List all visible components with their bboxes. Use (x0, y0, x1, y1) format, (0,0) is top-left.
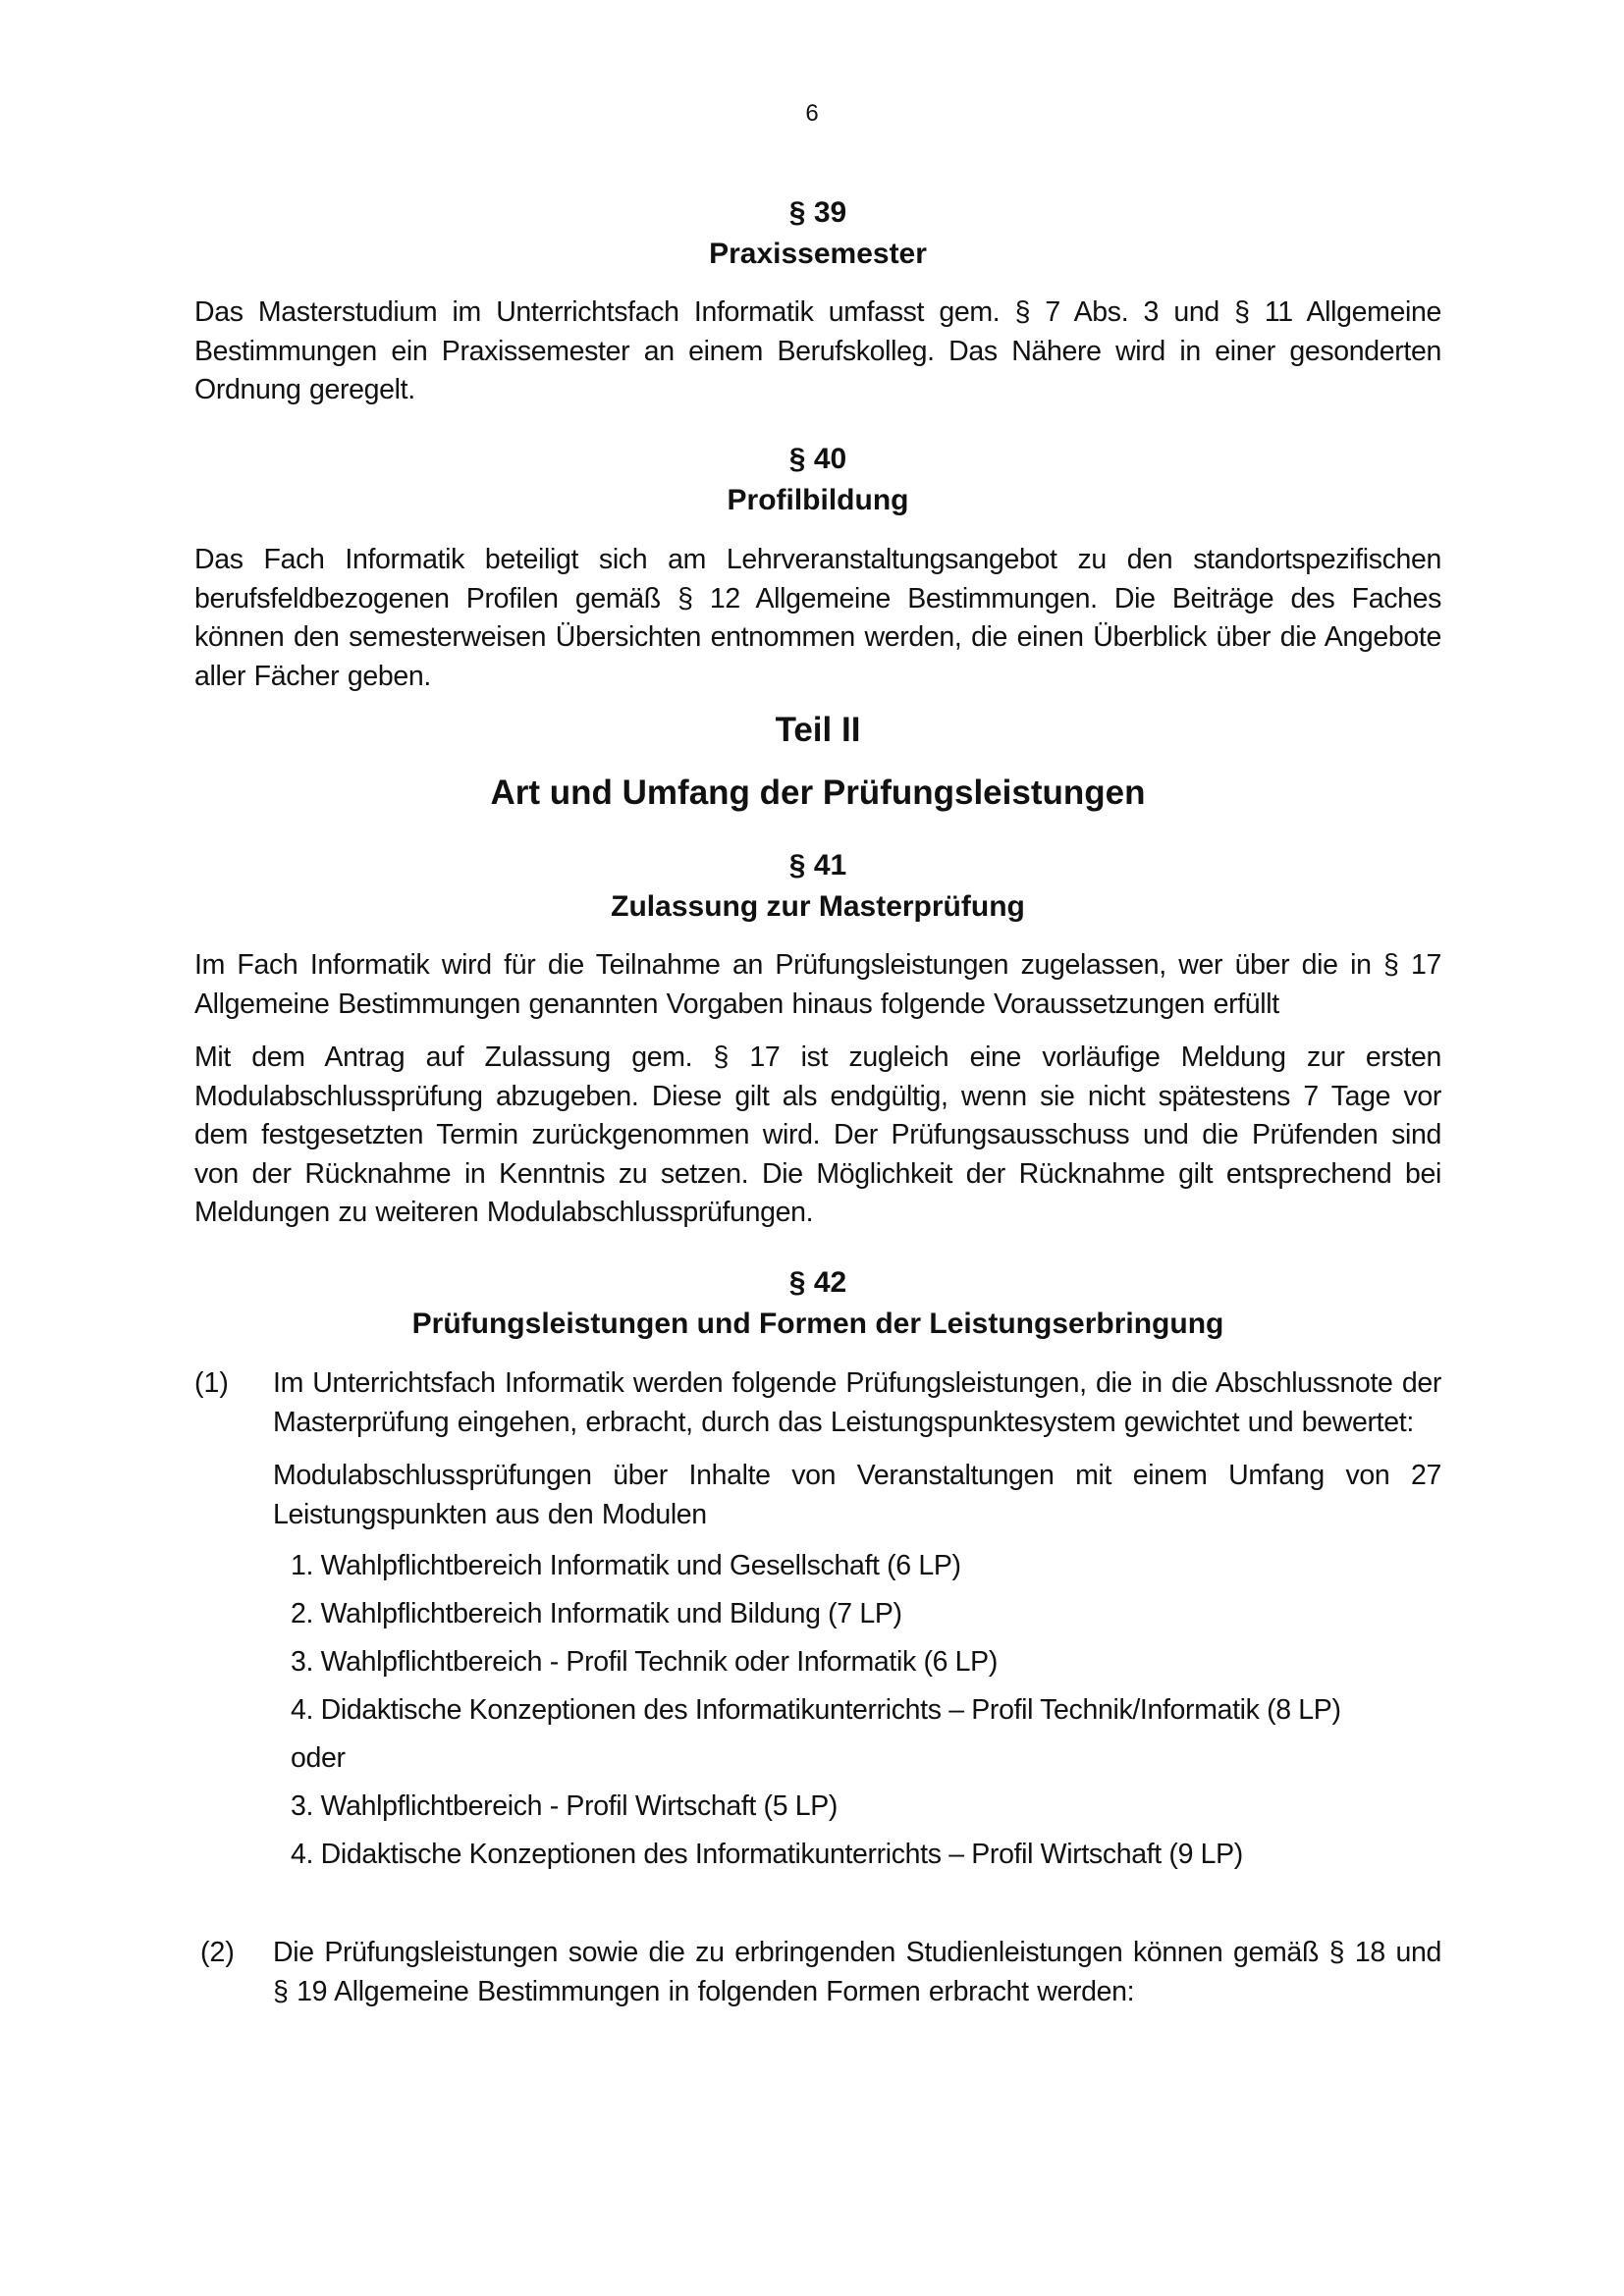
list-item: 4. Didaktische Konzeptionen des Informatikunterrichts – Profil Wirtschaft (9 LP) (291, 1839, 1243, 1870)
section-41-text-2: Mit dem Antrag auf Zulassung gem. § 17 ist zugleich eine vorläufige Meldung zur ersten Modulabschlussprüfung abzugeben. Diese gilt als endgültig, wenn sie nicht spätestens 7 Tage vor dem festgesetzten Termin zurückgenommen wird. Der Prüfungsausschuss und die Prüfenden sind von der Rücknahme in Kenntnis zu setzen. Die Möglichkeit der Rücknahme gilt entsprechend bei Meldungen zu weiteren Modulabschlussprüfungen. (194, 1041, 1441, 1228)
list-item: 3. Wahlpflichtbereich - Profil Technik oder Informatik (6 LP) (291, 1646, 998, 1678)
page-number: 6 (805, 100, 819, 127)
paragraph-1-subtext: Modulabschlussprüfungen über Inhalte von Veranstaltungen mit einem Umfang von 27 Leistungspunkten aus den Modulen (273, 1460, 1441, 1530)
section-39-text: Das Masterstudium im Unterrichtsfach Informatik umfasst gem. § 7 Abs. 3 und § 11 Allgemeine Bestimmungen ein Praxissemester an einem Berufskolleg. Das Nähere wird in einer gesonderten Ordnung geregelt. (194, 296, 1441, 405)
list-item: 4. Didaktische Konzeptionen des Informatikunterrichts – Profil Technik/Informatik (8 LP) (291, 1694, 1341, 1726)
part-label: Teil II (775, 711, 861, 749)
list-item: 2. Wahlpflichtbereich Informatik und Bildung (7 LP) (291, 1598, 902, 1629)
section-42 (194, 1262, 1441, 1345)
list-item: 3. Wahlpflichtbereich - Profil Wirtschaft (5 LP) (291, 1790, 839, 1822)
section-39 (194, 192, 1441, 275)
section-42-title: Prüfungsleistungen und Formen der Leistungserbringung (411, 1308, 1224, 1340)
part-title: Art und Umfang der Prüfungsleistungen (490, 774, 1146, 812)
section-39-title: Praxissemester (709, 238, 927, 270)
section-40-title: Profilbildung (727, 484, 909, 516)
list-item: 1. Wahlpflichtbereich Informatik und Gesellschaft (6 LP) (291, 1550, 961, 1581)
section-40 (194, 439, 1441, 521)
section-42-number: § 42 (788, 1266, 847, 1299)
section-39-number: § 39 (788, 196, 847, 229)
paragraph-2-text: Die Prüfungsleistungen sowie die zu erbringenden Studienleistungen können gemäß § 18 und § 19 Allgemeine Bestimmungen in folgenden Formen erbracht werden: (273, 1937, 1441, 2007)
paragraph-1-number: (1) (194, 1367, 229, 1399)
section-40-text: Das Fach Informatik beteiligt sich am Lehrveranstaltungsangebot zu den standortspezifischen berufsfeldbezogenen Profilen gemäß § 12 Allgemeine Bestimmungen. Die Beiträge des Faches können den semesterweisen Übersichten entnommen werden, die einen Überblick über die Angebote aller Fächer geben. (194, 544, 1441, 692)
section-41 (194, 845, 1441, 928)
section-41-text-1: Im Fach Informatik wird für die Teilnahme an Prüfungsleistungen zugelassen, wer über die in § 17 Allgemeine Bestimmungen genannten Vorgaben hinaus folgende Voraussetzungen erfüllt (194, 949, 1441, 1020)
paragraph-1-text: Im Unterrichtsfach Informatik werden folgende Prüfungsleistungen, die in die Abschlussnote der Masterprüfung eingehen, erbracht, durch das Leistungspunktesystem gewichtet und bewertet: (273, 1367, 1441, 1438)
section-41-title: Zulassung zur Masterprüfung (611, 890, 1025, 923)
paragraph-2-number: (2) (200, 1937, 235, 1968)
part-heading (194, 708, 1441, 753)
section-40-number: § 40 (788, 443, 847, 475)
list-item-oder: oder (291, 1742, 346, 1774)
section-41-number: § 41 (788, 849, 847, 881)
